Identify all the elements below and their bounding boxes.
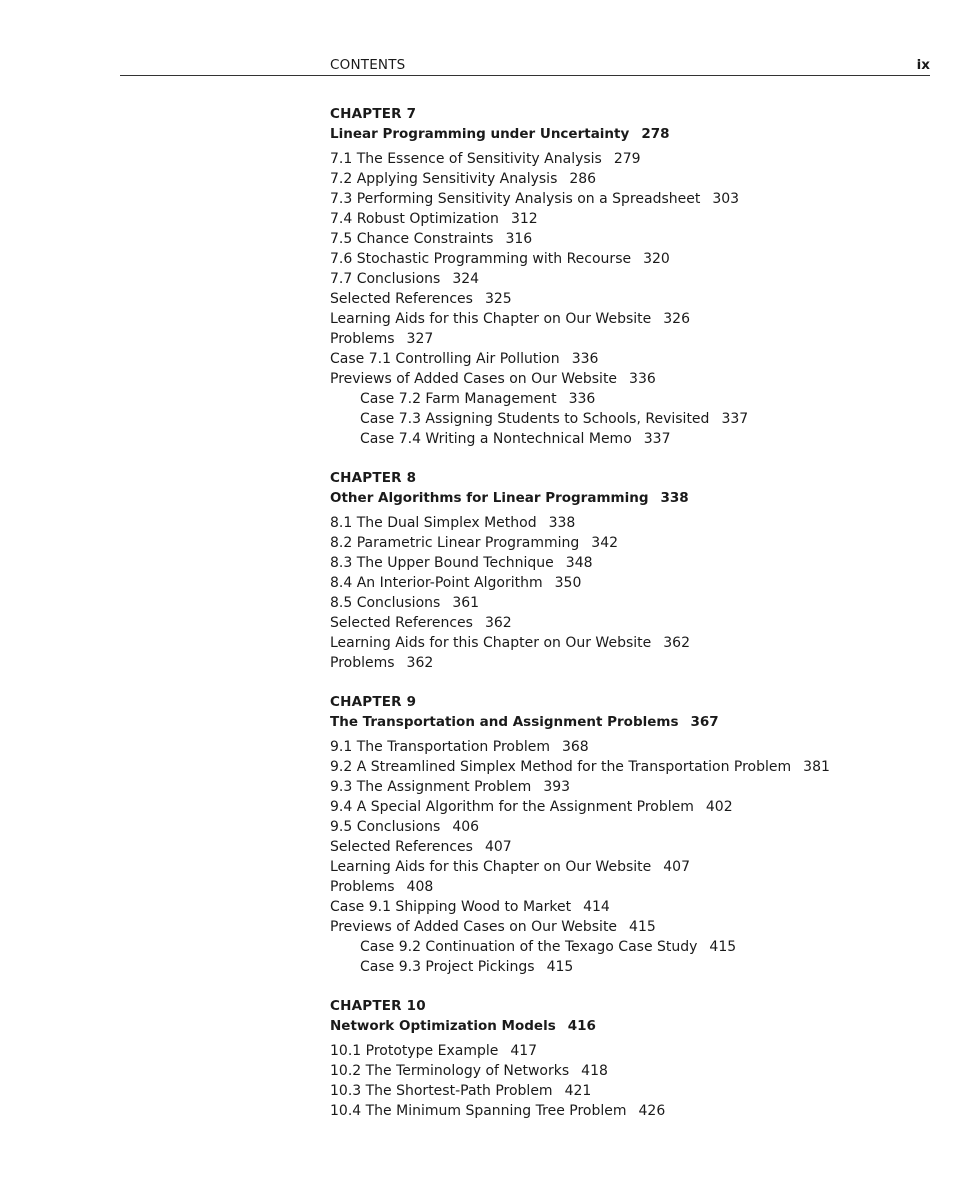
toc-entry: [330, 817, 930, 837]
entry-text: Previews of Added Cases on Our Website: [330, 919, 618, 935]
entry-text: Selected References: [330, 615, 473, 631]
entry-page: 325: [484, 291, 512, 307]
toc-entry: [330, 309, 930, 329]
entry-page: 426: [638, 1103, 666, 1119]
entry-text: Case 9.1 Shipping Wood to Market: [330, 899, 572, 915]
entry-text: Selected References: [330, 291, 473, 307]
running-head-page-number: ix: [916, 57, 930, 73]
entry-text: 7.6 Stochastic Programming with Recourse: [330, 251, 632, 267]
entry-text: 7.7 Conclusions: [330, 271, 441, 287]
chapter-title: [330, 488, 930, 508]
entry-page: 415: [629, 919, 656, 935]
entry-text: Case 9.2 Continuation of the Texago Case Study: [360, 939, 698, 955]
toc-entry: [330, 777, 930, 797]
table-of-contents: [330, 104, 930, 1140]
entry-page: 320: [643, 251, 670, 267]
chapter-9: [330, 692, 930, 977]
chapter-label: CHAPTER 7: [330, 106, 417, 122]
entry-text: 10.4 The Minimum Spanning Tree Problem: [330, 1103, 627, 1119]
entry-page: 326: [663, 311, 690, 327]
toc-entry: [330, 369, 930, 389]
toc-entry: [330, 573, 930, 593]
toc-entry: [330, 149, 930, 169]
toc-entry: [330, 513, 930, 533]
toc-entry: [330, 613, 930, 633]
chapter-7: [330, 104, 930, 449]
entry-page: 362: [406, 655, 434, 671]
entry-text: 8.2 Parametric Linear Programming: [330, 535, 580, 551]
entry-page: 338: [548, 515, 576, 531]
entry-text: 10.1 Prototype Example: [330, 1043, 499, 1059]
entry-text: 7.3 Performing Sensitivity Analysis on a Spreadsheet: [330, 191, 701, 207]
toc-entry: [330, 533, 930, 553]
entry-text: Problems: [330, 331, 395, 347]
entry-page: 407: [663, 859, 690, 875]
entry-page: 327: [406, 331, 434, 347]
entry-text: 8.4 An Interior-Point Algorithm: [330, 575, 543, 591]
entry-page: 303: [712, 191, 740, 207]
entry-text: 9.3 The Assignment Problem: [330, 779, 532, 795]
toc-entry: [330, 593, 930, 613]
toc-entry: [330, 797, 930, 817]
entry-page: 415: [546, 959, 574, 975]
chapter-page: 416: [567, 1018, 596, 1034]
toc-entry: [330, 917, 930, 937]
entry-page: 407: [484, 839, 512, 855]
chapter-8: [330, 468, 930, 673]
entry-text: Case 7.2 Farm Management: [360, 391, 557, 407]
entry-page: 368: [561, 739, 589, 755]
entry-page: 406: [452, 819, 480, 835]
entry-text: Previews of Added Cases on Our Website: [330, 371, 618, 387]
toc-entry: [330, 757, 930, 777]
toc-entry: [330, 857, 930, 877]
entry-page: 336: [568, 391, 596, 407]
entry-text: Problems: [330, 655, 395, 671]
entry-page: 417: [510, 1043, 538, 1059]
entry-text: Case 7.1 Controlling Air Pollution: [330, 351, 560, 367]
running-head-title: CONTENTS: [330, 57, 406, 73]
toc-entry: [330, 1061, 930, 1081]
entry-text: Learning Aids for this Chapter on Our Website: [330, 311, 652, 327]
entry-page: 393: [543, 779, 571, 795]
entry-text: 7.5 Chance Constraints: [330, 231, 494, 247]
entry-page: 279: [613, 151, 641, 167]
entry-page: 362: [484, 615, 512, 631]
entry-page: 316: [505, 231, 533, 247]
entry-page: 361: [452, 595, 480, 611]
entry-text: 10.2 The Terminology of Networks: [330, 1063, 570, 1079]
entry-text: 9.4 A Special Algorithm for the Assignment Problem: [330, 799, 694, 815]
chapter-page: 278: [641, 126, 670, 142]
entry-text: 9.1 The Transportation Problem: [330, 739, 550, 755]
toc-entry: [330, 349, 930, 369]
entry-text: 8.1 The Dual Simplex Method: [330, 515, 537, 531]
entry-text: Problems: [330, 879, 395, 895]
entry-page: 350: [554, 575, 582, 591]
entry-text: 7.1 The Essence of Sensitivity Analysis: [330, 151, 602, 167]
entry-page: 336: [571, 351, 599, 367]
entry-text: 8.5 Conclusions: [330, 595, 441, 611]
toc-entry: [330, 837, 930, 857]
entry-text: 7.4 Robust Optimization: [330, 211, 499, 227]
toc-entry: [330, 169, 930, 189]
chapter-title-text: The Transportation and Assignment Problems: [330, 714, 679, 730]
running-head: [120, 57, 930, 76]
entry-page: 381: [803, 759, 830, 775]
toc-entry: [330, 1041, 930, 1061]
toc-entry: [330, 229, 930, 249]
entry-page: 337: [643, 431, 671, 447]
entry-text: 7.2 Applying Sensitivity Analysis: [330, 171, 558, 187]
chapter-title: [330, 712, 930, 732]
chapter-10: [330, 996, 930, 1121]
entry-page: 402: [705, 799, 733, 815]
toc-entry: [330, 289, 930, 309]
entry-page: 415: [709, 939, 737, 955]
entry-page: 342: [591, 535, 619, 551]
entry-text: Learning Aids for this Chapter on Our Website: [330, 859, 652, 875]
toc-entry: [330, 329, 930, 349]
entry-text: 10.3 The Shortest-Path Problem: [330, 1083, 553, 1099]
toc-entry: [330, 249, 930, 269]
entry-text: Case 7.3 Assigning Students to Schools, Revisited: [360, 411, 710, 427]
entry-text: Learning Aids for this Chapter on Our Website: [330, 635, 652, 651]
toc-entry: [330, 1081, 930, 1101]
toc-entry: [330, 189, 930, 209]
entry-page: 336: [629, 371, 656, 387]
chapter-title: [330, 1016, 930, 1036]
toc-entry: [330, 737, 930, 757]
chapter-title-text: Network Optimization Models: [330, 1018, 556, 1034]
toc-entry: [330, 553, 930, 573]
entry-text: Case 7.4 Writing a Nontechnical Memo: [360, 431, 632, 447]
entry-text: 9.2 A Streamlined Simplex Method for the Transportation Problem: [330, 759, 792, 775]
toc-entry: [330, 269, 930, 289]
chapter-label: CHAPTER 9: [330, 694, 417, 710]
toc-entry-indented: [330, 937, 930, 957]
chapter-title-text: Linear Programming under Uncertainty: [330, 126, 630, 142]
toc-entry-indented: [330, 409, 930, 429]
toc-entry-indented: [330, 429, 930, 449]
toc-entry: [330, 209, 930, 229]
toc-entry-indented: [330, 957, 930, 977]
chapter-title-text: Other Algorithms for Linear Programming: [330, 490, 649, 506]
chapter-page: 367: [690, 714, 719, 730]
toc-entry-indented: [330, 389, 930, 409]
entry-text: Case 9.3 Project Pickings: [360, 959, 535, 975]
entry-page: 324: [452, 271, 480, 287]
entry-page: 337: [721, 411, 749, 427]
chapter-page: 338: [660, 490, 689, 506]
entry-page: 286: [569, 171, 597, 187]
chapter-label: CHAPTER 8: [330, 470, 417, 486]
entry-page: 421: [564, 1083, 592, 1099]
entry-page: 362: [663, 635, 690, 651]
toc-entry: [330, 877, 930, 897]
toc-entry: [330, 633, 930, 653]
entry-page: 418: [581, 1063, 608, 1079]
entry-page: 312: [510, 211, 538, 227]
chapter-label: CHAPTER 10: [330, 998, 426, 1014]
chapter-title: [330, 124, 930, 144]
entry-page: 414: [583, 899, 610, 915]
entry-text: 9.5 Conclusions: [330, 819, 441, 835]
toc-entry: [330, 653, 930, 673]
entry-page: 348: [565, 555, 593, 571]
entry-text: Selected References: [330, 839, 473, 855]
entry-page: 408: [406, 879, 434, 895]
toc-entry: [330, 897, 930, 917]
toc-entry: [330, 1101, 930, 1121]
entry-text: 8.3 The Upper Bound Technique: [330, 555, 554, 571]
